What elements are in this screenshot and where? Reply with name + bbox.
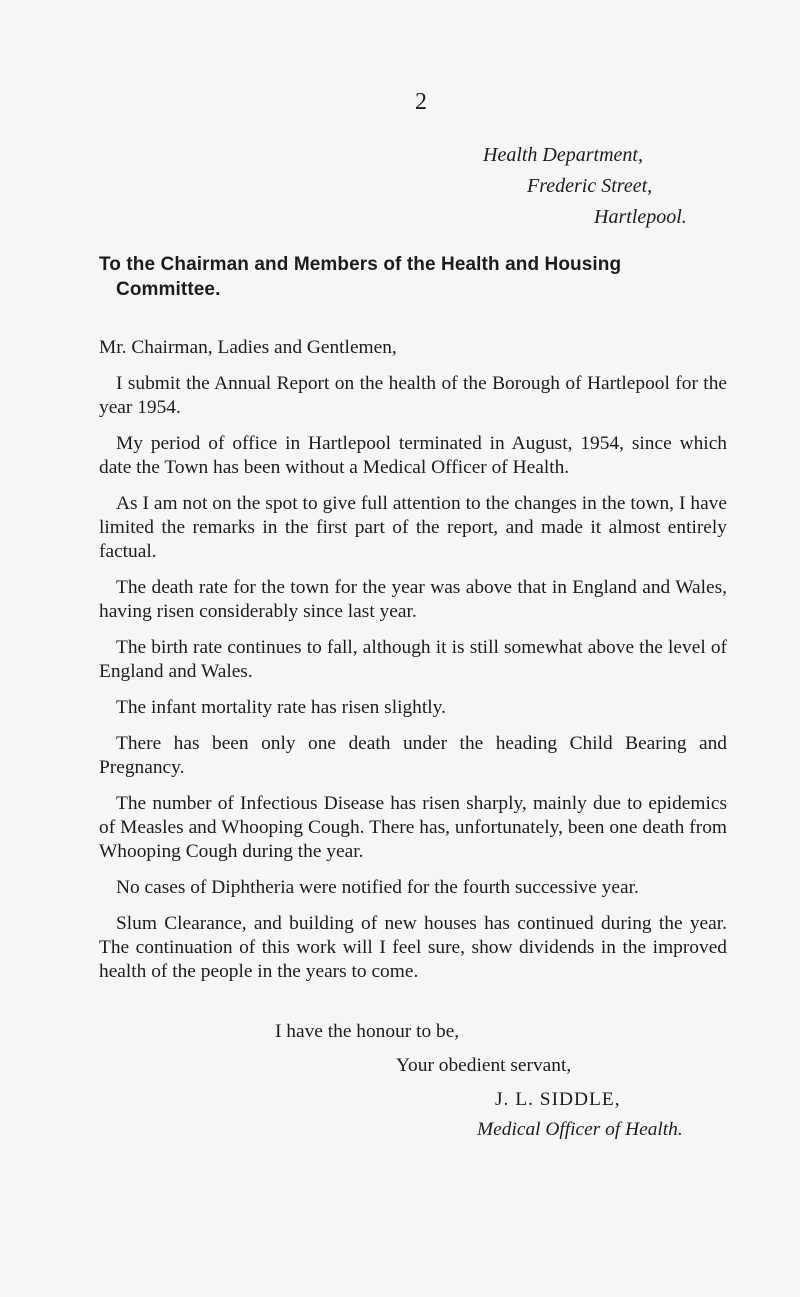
address-line-department: Health Department, <box>483 144 643 166</box>
paragraph-diphtheria: No cases of Diphtheria were notified for the fourth successive year. <box>116 877 639 898</box>
address-line-town: Hartlepool. <box>594 206 687 228</box>
closing-servant: Your obedient servant, <box>396 1055 572 1076</box>
paragraph-birth-rate: The birth rate continues to fall, although it is still somewhat above the level of England and Wales. <box>99 637 727 682</box>
paragraph-infectious-disease: The number of Infectious Disease has risen sharply, mainly due to epidemics of Measles and Whooping Cough. There has, unfortunately, been one death from Whooping Cough during the year. <box>99 793 727 862</box>
paragraph-child-bearing: There has been only one death under the heading Child Bearing and Pregnancy. <box>99 733 727 778</box>
paragraph-death-rate: The death rate for the town for the year was above that in England and Wales, having risen considerably since last year. <box>99 577 727 622</box>
heading-line-2: Committee. <box>116 279 221 300</box>
letter-body <box>99 336 727 996</box>
paragraph-period-of-office: My period of office in Hartlepool terminated in August, 1954, since which date the Town has been without a Medical Officer of Health. <box>99 433 727 478</box>
salutation: Mr. Chairman, Ladies and Gentlemen, <box>99 337 397 358</box>
paragraph-remarks: As I am not on the spot to give full attention to the changes in the town, I have limited the remarks in the first part of the report, and made it almost entirely factual. <box>99 493 727 562</box>
letter-heading <box>99 252 739 302</box>
signature-title: Medical Officer of Health. <box>477 1119 683 1140</box>
sender-address <box>0 140 800 233</box>
signature-name: J. L. SIDDLE, <box>495 1089 621 1110</box>
paragraph-annual-report: I submit the Annual Report on the health of the Borough of Hartlepool for the year 1954. <box>99 373 727 418</box>
page-number: 2 <box>415 89 427 115</box>
letter-closing <box>0 1015 800 1151</box>
heading-line-1: To the Chairman and Members of the Health and Housing <box>99 254 622 275</box>
address-line-street: Frederic Street, <box>527 175 653 197</box>
paragraph-slum-clearance: Slum Clearance, and building of new houses has continued during the year. The continuation of this work will I feel sure, show dividends in the improved health of the people in the years to come. <box>99 913 727 982</box>
closing-honour: I have the honour to be, <box>275 1021 460 1042</box>
paragraph-infant-mortality: The infant mortality rate has risen slightly. <box>116 697 446 718</box>
